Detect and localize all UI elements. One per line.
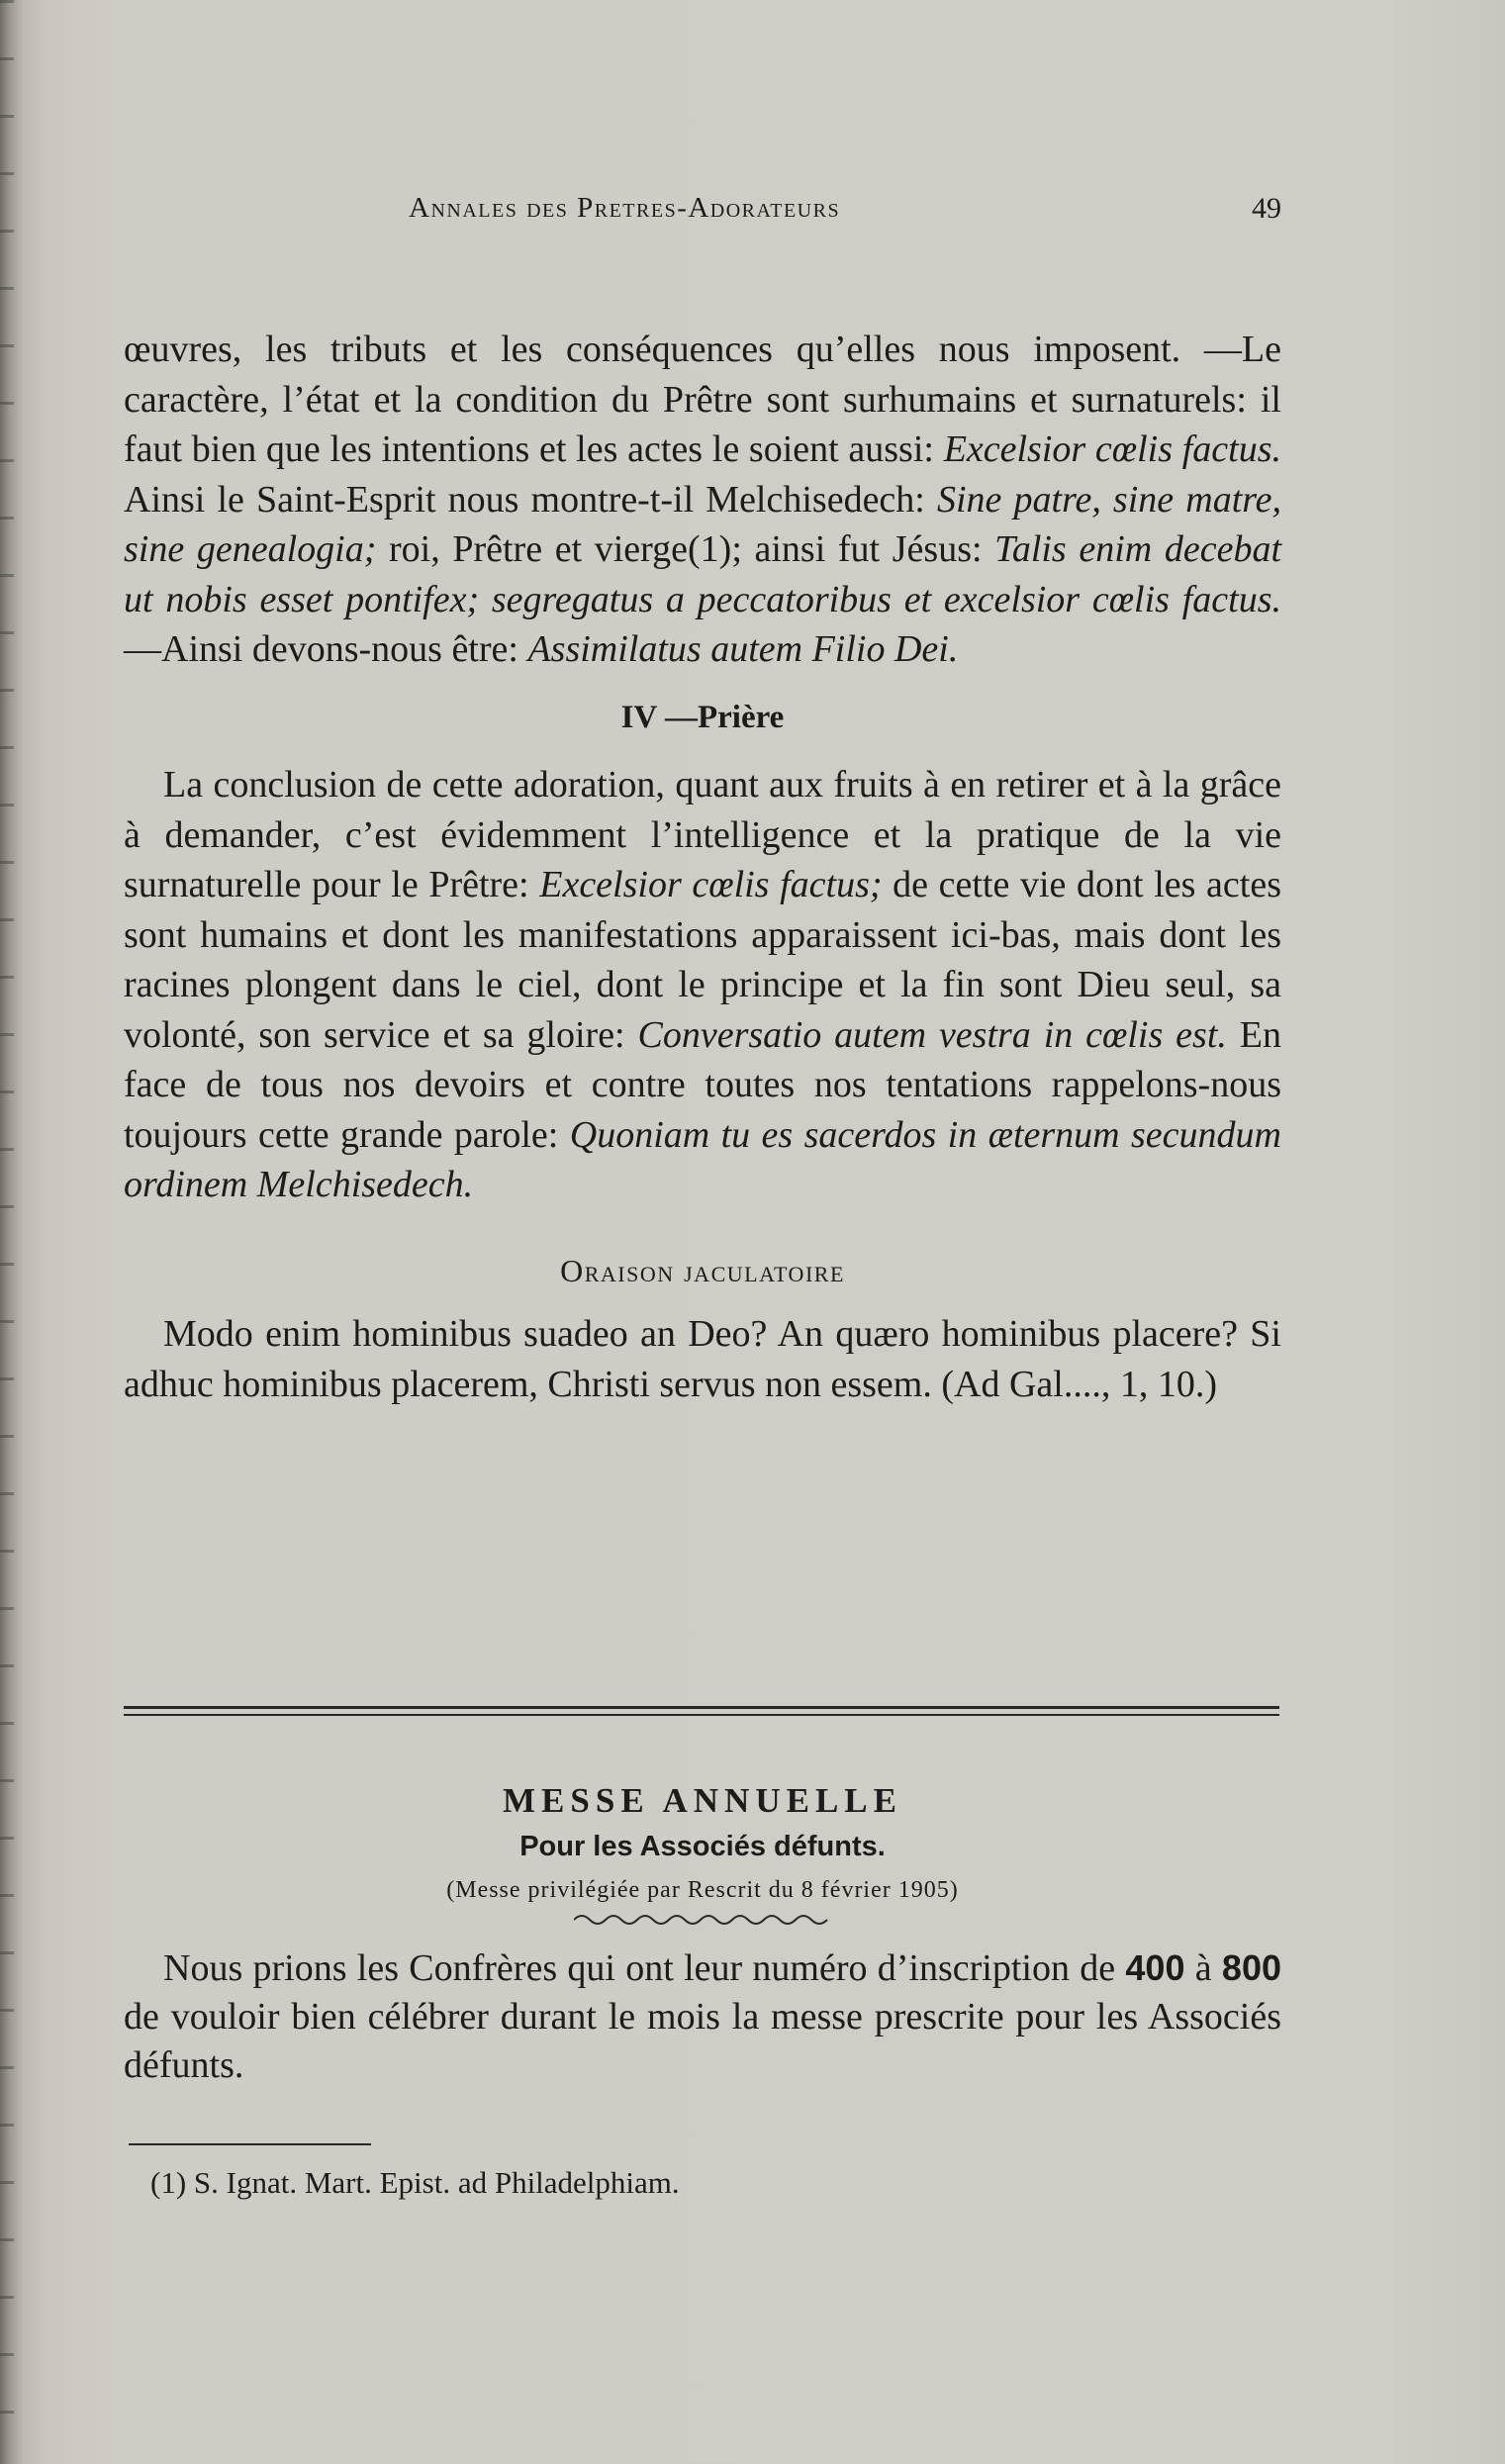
latin-quote: Sine patre, sine matre, sine genealogia; [124, 478, 1282, 570]
text-run: roi, Prêtre et vierge(1); ainsi fut Jésus: [376, 528, 995, 570]
messe-subtitle: Pour les Associés défunts. [519, 1831, 886, 1862]
text-run: de vouloir bien célébrer durant le mois la messe prescrite pour les Associés défunts. [124, 1996, 1281, 2086]
latin-quote: Assimilatus autem Filio Dei. [527, 628, 959, 670]
text-run: Ainsi le Saint-Esprit nous montre-t-il Melchisedech: [124, 478, 937, 521]
page-number: 49 [1252, 192, 1281, 225]
text-run: œuvres, les tributs et les conséquences qu’elles nous imposent. —Le caractère, l’état et la condition du Prêtre sont surhumains et surnaturels: il faut bien que les intentions et les actes le soient aussi: [124, 329, 1281, 470]
paragraph-continuation [124, 325, 1281, 675]
footnote-rule [129, 2143, 371, 2145]
wavy-ornament [574, 1912, 831, 1928]
text-run: Nous prions les Confrères qui ont leur numéro d’inscription de [163, 1947, 1126, 1989]
footnote: (1) S. Ignat. Mart. Epist. ad Philadelphiam. [150, 2165, 680, 2200]
latin-quote: Excelsior cœlis factus. [943, 428, 1282, 470]
double-rule-divider [124, 1706, 1279, 1720]
messe-text [124, 1943, 1281, 2090]
text-run: —Ainsi devons-nous être: [124, 628, 528, 670]
main-text [124, 325, 1281, 1409]
paragraph-oraison: Modo enim hominibus suadeo an Deo? An quæro hominibus placere? Si adhuc hominibus placerem, Christi servus non essem. (Ad Gal...., 1, 10.) [124, 1313, 1281, 1405]
oraison-heading: Oraison jaculatoire [560, 1252, 845, 1288]
latin-quote: Quoniam tu es sacerdos in æternum secundum ordinem Melchisedech. [124, 1113, 1281, 1205]
section-heading: IV —Prière [620, 699, 785, 735]
paragraph-priere [124, 760, 1281, 1210]
rule-line [124, 1714, 1279, 1716]
messe-notice [124, 1781, 1281, 2090]
running-title: Annales des Pretres-Adorateurs [409, 192, 841, 224]
text-run: de cette vie dont les actes sont humains et dont les manifestations apparaissent ici-bas, mais dont les racines plongent dans le ciel, dont le principe et la fin sont Dieu seul, sa volonté, son service et sa gloire: [124, 864, 1281, 1056]
text-run: En face de tous nos devoirs et contre toutes nos tentations rappelons-nous toujours cette grande parole: [124, 1013, 1281, 1156]
messe-title: MESSE ANNUELLE [503, 1781, 902, 1820]
text-run: La conclusion de cette adoration, quant aux fruits à en retirer et à la grâce à demander, c’est évidemment l’intelligence et la pratique de la vie surnaturelle pour le Prêtre: [124, 764, 1281, 905]
running-head [124, 188, 1281, 234]
messe-note: (Messe privilégiée par Rescrit du 8 février 1905) [446, 1877, 959, 1903]
number-range-start: 400 [1125, 1947, 1185, 1988]
latin-quote: Excelsior cœlis factus; [539, 864, 883, 905]
rule-line [124, 1706, 1279, 1709]
text-run: à [1184, 1947, 1222, 1989]
binding-gutter [0, 0, 14, 2464]
number-range-end: 800 [1221, 1947, 1281, 1988]
latin-quote: Talis enim decebat ut nobis esset pontifex; segregatus a peccatoribus et excelsior cœlis factus. [124, 528, 1282, 620]
latin-quote: Conversatio autem vestra in cœlis est. [637, 1013, 1227, 1056]
